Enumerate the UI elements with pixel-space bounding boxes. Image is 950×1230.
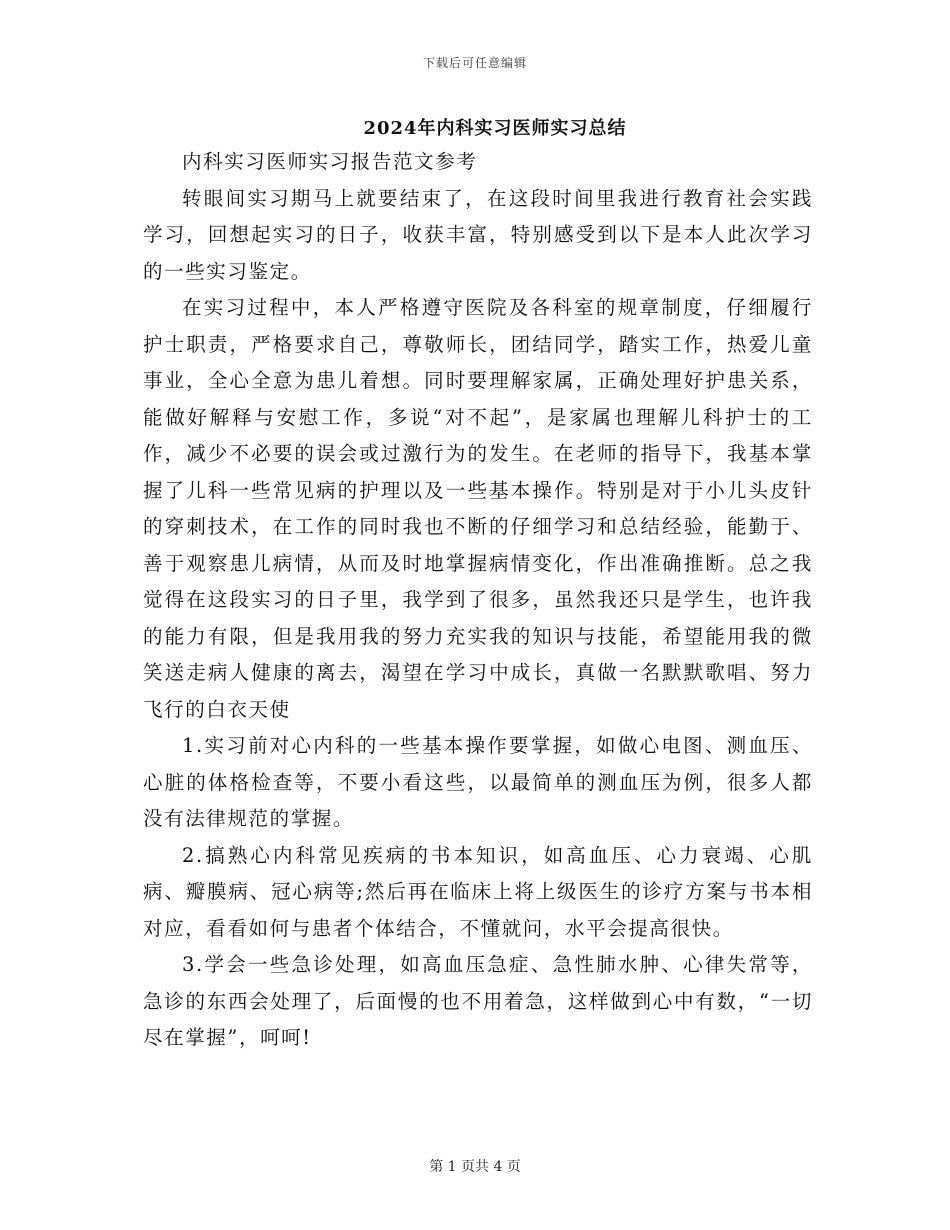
- body-paragraph: 转眼间实习期马上就要结束了，在这段时间里我进行教育社会实践学习，回想起实习的日子，收获丰富，特别感受到以下是本人此次学习的一些实习鉴定。: [143, 186, 813, 283]
- document-title: 2024年内科实习医师实习总结: [363, 118, 627, 139]
- body-paragraph: 1.实习前对心内科的一些基本操作要掌握，如做心电图、测血压、心脏的体格检查等，不要小看这些，以最简单的测血压为例，很多人都没有法律规范的掌握。: [143, 734, 813, 830]
- body-paragraph: 2.搞熟心内科常见疾病的书本知识，如高血压、心力衰竭、心肌病、瓣膜病、冠心病等;然后再在临床上将上级医生的诊疗方案与书本相对应，看看如何与患者个体结合，不懂就问，水平会提高很快。: [143, 843, 813, 940]
- header-note: 下载后可任意编辑: [422, 56, 527, 70]
- document-body: [143, 144, 813, 1057]
- body-paragraph: 3.学会一些急诊处理，如高血压急症、急性肺水肿、心律失常等，急诊的东西会处理了，后面慢的也不用着急，这样做到心中有数，“一切尽在掌握”，呵呵!: [143, 953, 813, 1049]
- body-paragraph: 在实习过程中，本人严格遵守医院及各科室的规章制度，仔细履行护士职责，严格要求自己，尊敬师长，团结同学，踏实工作，热爱儿童事业，全心全意为患儿着想。同时要理解家属，正确处理好护患关系，能做好解释与安慰工作，多说“对不起”，是家属也理解儿科护士的工作，减少不必要的误会或过激行为的发生。在老师的指导下，我基本掌握了儿科一些常见病的护理以及一些基本操作。特别是对于小儿头皮针的穿刺技术，在工作的同时我也不断的仔细学习和总结经验，能勤于、善于观察患儿病情，从而及时地掌握病情变化，作出准确推断。总之我觉得在这段实习的日子里，我学到了很多，虽然我还只是学生，也许我的能力有限，但是我用我的努力充实我的知识与技能，希望能用我的微笑送走病人健康的离去，渴望在学习中成长，真做一名默默歌唱、努力飞行的白衣天使: [143, 296, 813, 721]
- page-number-footer: 第 1 页共 4 页: [429, 1159, 521, 1175]
- subtitle-paragraph: 内科实习医师实习报告范文参考: [182, 150, 478, 173]
